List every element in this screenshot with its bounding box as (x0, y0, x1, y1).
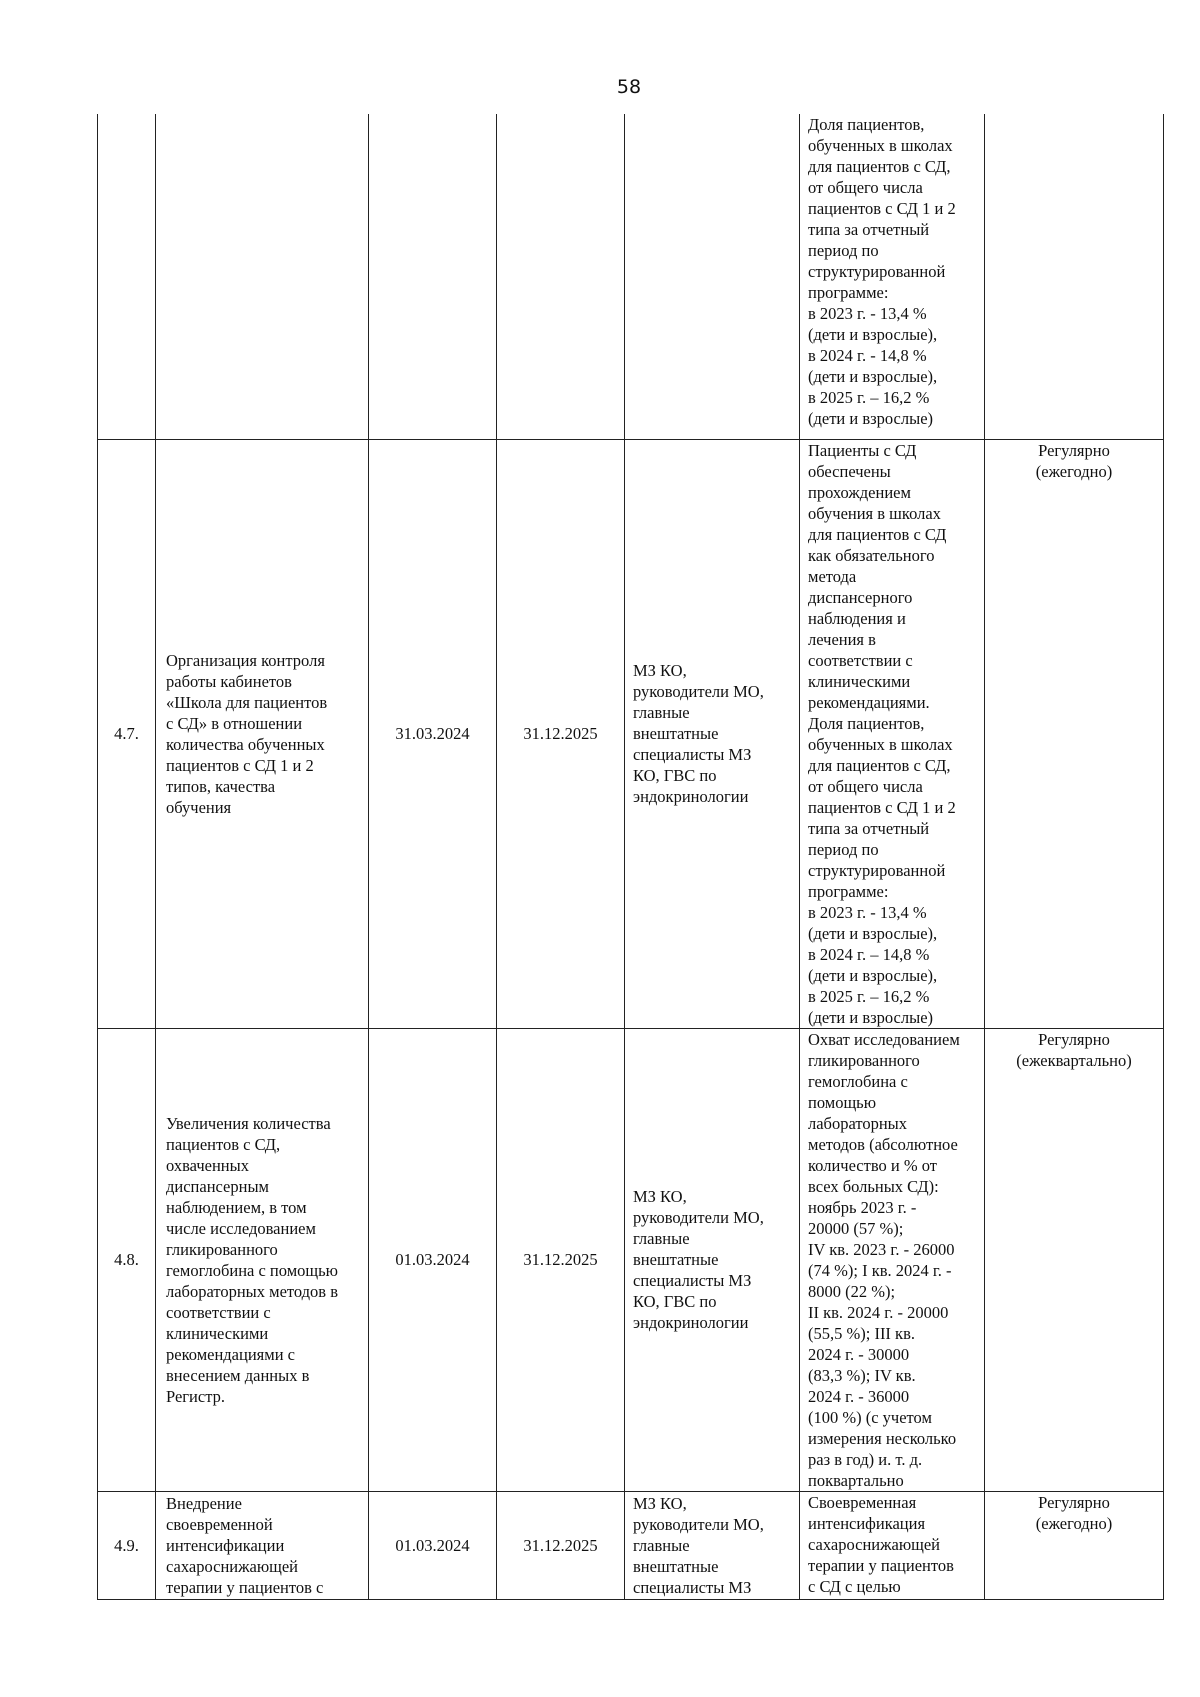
table-row (98, 114, 1164, 439)
frequency-cell: Регулярно (ежеквартально) (985, 1028, 1164, 1491)
end-date-cell: 31.12.2025 (497, 1028, 625, 1491)
frequency-cell: Регулярно (ежегодно) (985, 439, 1164, 1028)
start-date-cell: 01.03.2024 (369, 1028, 497, 1491)
activity-cell: Внедрение своевременной интенсификации сахароснижающей терапии у пациентов с (156, 1491, 369, 1599)
table-row (98, 1028, 1164, 1491)
table-row (98, 1491, 1164, 1599)
responsible-cell: МЗ КО, руководители МО, главные внештатные специалисты МЗ (625, 1491, 800, 1599)
end-date-cell: 31.12.2025 (497, 1491, 625, 1599)
frequency-cell: Регулярно (ежегодно) (985, 1491, 1164, 1599)
result-indicator-cell: Охват исследованием гликированного гемоглобина с помощью лабораторных методов (абсолютное количество и % от всех больных СД): ноябрь 2023 г. - 20000 (57 %); IV кв. 2023 г. - 26000 (74 %); I кв. 2024 г. - 8000 (22 %); II кв. 2024 г. - 20000 (55,5 %); III кв. 2024 г. - 30000 (83,3 %); IV кв. 2024 г. - 36000 (100 %) (с учетом измерения несколько раз в год) и. т. д. поквартально (800, 1028, 985, 1491)
end-date-cell (497, 114, 625, 439)
responsible-cell (625, 114, 800, 439)
row-number-cell (98, 114, 156, 439)
result-indicator-cell: Пациенты с СД обеспечены прохождением обучения в школах для пациентов с СД как обязательного метода диспансерного наблюдения и лечения в соответствии с клиническими рекомендациями. Доля пациентов, обученных в школах для пациентов с СД, от общего числа пациентов с СД 1 и 2 типа за отчетный период по структурированной программе: в 2023 г. - 13,4 % (дети и взрослые), в 2024 г. – 14,8 % (дети и взрослые), в 2025 г. – 16,2 % (дети и взрослые) (800, 439, 985, 1028)
start-date-cell: 01.03.2024 (369, 1491, 497, 1599)
result-indicator-cell: Своевременная интенсификация сахароснижающей терапии у пациентов с СД с целью (800, 1491, 985, 1599)
page-number: 58 (616, 76, 642, 98)
table-row (98, 439, 1164, 1028)
row-number-cell: 4.8. (98, 1028, 156, 1491)
responsible-cell: МЗ КО, руководители МО, главные внештатные специалисты МЗ КО, ГВС по эндокринологии (625, 439, 800, 1028)
activity-cell (156, 114, 369, 439)
row-number-cell: 4.9. (98, 1491, 156, 1599)
end-date-cell: 31.12.2025 (497, 439, 625, 1028)
start-date-cell (369, 114, 497, 439)
row-number-cell: 4.7. (98, 439, 156, 1028)
result-indicator-cell: Доля пациентов, обученных в школах для пациентов с СД, от общего числа пациентов с СД 1 и 2 типа за отчетный период по структурированной программе: в 2023 г. - 13,4 % (дети и взрослые), в 2024 г. - 14,8 % (дети и взрослые), в 2025 г. – 16,2 % (дети и взрослые) (800, 114, 985, 439)
responsible-cell: МЗ КО, руководители МО, главные внештатные специалисты МЗ КО, ГВС по эндокринологии (625, 1028, 800, 1491)
frequency-cell (985, 114, 1164, 439)
activity-plan-table (97, 114, 1164, 1600)
activity-cell: Организация контроля работы кабинетов «Школа для пациентов с СД» в отношении количества обученных пациентов с СД 1 и 2 типов, качества обучения (156, 439, 369, 1028)
start-date-cell: 31.03.2024 (369, 439, 497, 1028)
activity-cell: Увеличения количества пациентов с СД, охваченных диспансерным наблюдением, в том числе исследованием гликированного гемоглобина с помощью лабораторных методов в соответствии с клиническими рекомендациями с внесением данных в Регистр. (156, 1028, 369, 1491)
